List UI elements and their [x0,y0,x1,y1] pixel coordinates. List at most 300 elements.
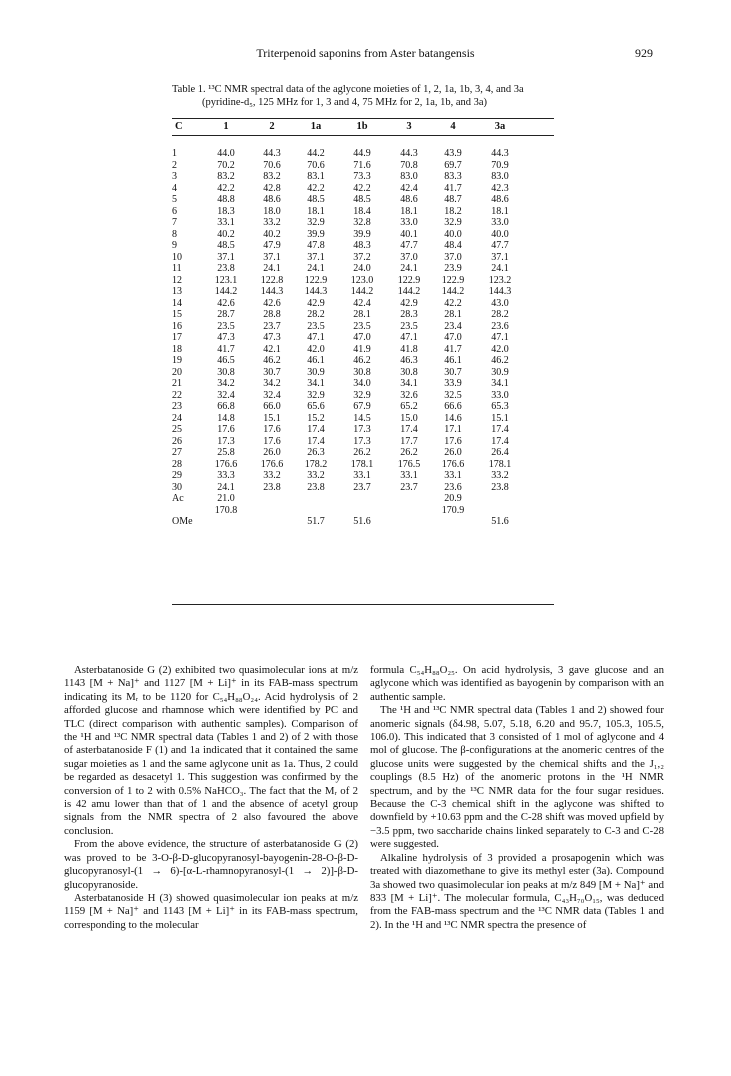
shift-value: 66.6 [444,401,462,412]
shift-value: 47.1 [307,332,325,343]
shift-value: 40.2 [217,228,235,240]
shift-value: 144.3 [260,286,284,297]
shift-value: 24.1 [491,263,509,274]
table-row [172,459,554,471]
shift-value: 18.0 [263,205,281,217]
shift-value: 17.3 [353,424,371,435]
shift-value: 66.0 [263,401,281,412]
shift-value: 42.2 [353,182,371,194]
shift-value: 47.8 [307,240,325,251]
table-row [172,252,554,264]
table-row [172,217,554,229]
shift-value: 26.0 [263,447,281,458]
shift-value: 83.0 [400,171,418,182]
carbon-label: 16 [172,320,182,332]
shift-value: 30.7 [263,366,281,378]
shift-value: 47.3 [263,332,281,343]
shift-value: 46.5 [217,355,235,366]
column-header: 3 [406,121,412,132]
shift-value: 20.9 [444,493,462,504]
shift-value: 18.1 [491,205,509,217]
shift-value: 42.4 [400,182,418,194]
table-row [172,160,554,172]
shift-value: 46.2 [263,355,281,366]
carbon-label: 22 [172,389,182,401]
shift-value: 44.3 [263,148,281,159]
table-header-rule [172,135,554,136]
shift-value: 17.6 [217,424,235,435]
shift-value: 17.6 [263,424,281,435]
shift-value: 170.9 [441,504,465,516]
column-header: 1 [223,121,229,132]
carbon-label: 3 [172,171,177,182]
shift-value: 83.2 [263,171,281,182]
caption-line: (pyridine-d₅, 125 MHz for 1, 3 and 4, 75 MHz for 2, 1a, 1b, and 3a) [202,97,488,108]
shift-value: 48.5 [307,194,325,205]
shift-value: 48.4 [444,240,462,251]
shift-value: 70.6 [263,159,281,171]
table-row [172,148,554,160]
shift-value: 123.1 [214,274,238,286]
shift-value: 33.0 [400,217,418,228]
carbon-label: 4 [172,182,177,194]
table-row [172,390,554,402]
shift-value: 37.0 [400,251,418,263]
carbon-label: 28 [172,458,182,470]
shift-value: 70.6 [307,159,325,171]
shift-value: 176.6 [260,458,284,470]
table-row [172,275,554,287]
table-row [172,229,554,241]
shift-value: 32.9 [353,389,371,401]
shift-value: 24.1 [217,481,235,493]
shift-value: 17.6 [444,435,462,447]
table-bottom-rule [172,604,554,605]
carbon-label: 26 [172,435,182,447]
shift-value: 70.8 [400,159,418,171]
shift-value: 21.0 [217,493,235,504]
shift-value: 14.6 [444,412,462,424]
shift-value: 17.4 [307,424,325,435]
shift-value: 67.9 [353,401,371,412]
shift-value: 40.0 [444,228,462,240]
shift-value: 42.4 [353,297,371,309]
shift-value: 17.4 [491,435,509,447]
shift-value: 24.0 [353,263,371,274]
shift-value: 47.3 [217,332,235,343]
shift-value: 25.8 [217,447,235,458]
shift-value: 46.1 [307,355,325,366]
carbon-label: 20 [172,366,182,378]
shift-value: 28.7 [217,309,235,320]
table-row [172,321,554,333]
shift-value: 28.1 [444,309,462,320]
shift-value: 44.3 [400,148,418,159]
shift-value: 39.9 [307,228,325,240]
table-row [172,263,554,275]
shift-value: 15.2 [307,412,325,424]
shift-value: 23.5 [217,320,235,332]
shift-value: 26.4 [491,447,509,458]
carbon-label: 14 [172,297,182,309]
carbon-label: 13 [172,286,182,297]
shift-value: 176.6 [214,458,238,470]
shift-value: 23.5 [400,320,418,332]
shift-value: 40.0 [491,228,509,240]
carbon-label: 11 [172,263,182,274]
shift-value: 23.5 [307,320,325,332]
carbon-label: 18 [172,343,182,355]
column-header: 2 [269,121,275,132]
carbon-label: 2 [172,159,177,171]
shift-value: 33.2 [263,217,281,228]
shift-value: 23.7 [400,481,418,493]
shift-value: 70.9 [491,159,509,171]
shift-value: 24.1 [400,263,418,274]
shift-value: 30.7 [444,366,462,378]
shift-value: 122.8 [260,274,284,286]
shift-value: 44.3 [491,148,509,159]
shift-value: 17.3 [353,435,371,447]
shift-value: 26.2 [400,447,418,458]
shift-value: 178.1 [350,458,374,470]
table-row [172,344,554,356]
carbon-label: 27 [172,447,182,458]
shift-value: 41.7 [217,343,235,355]
column-header: 1a [310,121,322,132]
table-top-rule [172,118,554,119]
carbon-label: 6 [172,205,177,217]
shift-value: 65.2 [400,401,418,412]
body-paragraph: Asterbatanoside G (2) exhibited two quasimolecular ions at m/z 1143 [M + Na]⁺ and 1127 [M + Li]⁺ in its FAB-mass spectrum indicating its Mᵣ to be 1120 for C₅₄H₈₈O₂₄. Acid hydrolysis of 2 afforded glucose and rhamnose which were identified by PC and TLC (direct comparison with authentic samples). Comparison of the ¹H and ¹³C NMR spectral data (Tables 1 and 2) of 2 with those of asterbatanoside F (1) and 1a indicated that it contained the same sugar moieties as 1 and the same aglycone unit as 1a. Thus, 2 could be regarded as desacetyl 1. This suggestion was confirmed by the conversion of 1 to 2 with 0.5% NaHCO₃. The fact that the Mᵣ of 2 is 42 amu lower than that of 1 and the absence of acetyl group signals from the NMR spectra of 2 also favoured the above conclusion. [64,664,358,837]
shift-value: 33.2 [491,470,509,481]
shift-value: 33.1 [353,470,371,481]
shift-value: 42.2 [307,182,325,194]
shift-value: 34.1 [491,378,509,389]
running-title: Triterpenoid saponins from Aster batangensis [256,46,475,60]
shift-value: 32.9 [307,217,325,228]
column-header: C [175,121,183,132]
shift-value: 44.0 [217,148,235,159]
shift-value: 18.2 [444,205,462,217]
shift-value: 47.0 [444,332,462,343]
shift-value: 33.0 [491,389,509,401]
shift-value: 34.1 [307,378,325,389]
carbon-label: 30 [172,481,182,493]
shift-value: 70.2 [217,159,235,171]
shift-value: 48.6 [263,194,281,205]
body-column-right [370,664,664,932]
table-row [172,436,554,448]
shift-value: 40.1 [400,228,418,240]
shift-value: 14.5 [353,412,371,424]
shift-value: 47.1 [400,332,418,343]
shift-value: 33.2 [307,470,325,481]
shift-value: 42.9 [307,297,325,309]
shift-value: 34.1 [400,378,418,389]
shift-value: 17.4 [307,435,325,447]
shift-value: 43.0 [491,297,509,309]
table-row [172,424,554,436]
shift-value: 23.9 [444,263,462,274]
shift-value: 42.6 [263,297,281,309]
shift-value: 23.7 [263,320,281,332]
shift-value: 23.8 [217,263,235,274]
table-row [172,355,554,367]
shift-value: 18.1 [307,205,325,217]
carbon-label: 21 [172,378,182,389]
table-row [172,493,554,505]
carbon-label: 25 [172,424,182,435]
table-row [172,206,554,218]
shift-value: 41.9 [353,343,371,355]
shift-value: 33.3 [217,470,235,481]
shift-value: 44.9 [353,148,371,159]
table-caption [172,83,592,109]
running-head [0,46,731,62]
table-row [172,482,554,494]
shift-value: 28.2 [491,309,509,320]
shift-value: 46.3 [400,355,418,366]
shift-value: 122.9 [304,274,328,286]
shift-value: 170.8 [214,504,238,516]
shift-value: 41.7 [444,182,462,194]
shift-value: 71.6 [353,159,371,171]
shift-value: 24.1 [263,263,281,274]
shift-value: 123.0 [350,274,374,286]
shift-value: 17.1 [444,424,462,435]
carbon-label: 15 [172,309,182,320]
table-row [172,401,554,413]
shift-value: 46.2 [491,355,509,366]
shift-value: 28.3 [400,309,418,320]
table-row [172,516,554,528]
carbon-label: 9 [172,240,177,251]
shift-value: 28.1 [353,309,371,320]
shift-value: 48.5 [217,240,235,251]
shift-value: 144.2 [441,286,465,297]
shift-value: 73.3 [353,171,371,182]
shift-value: 42.2 [444,297,462,309]
shift-value: 178.2 [304,458,328,470]
shift-value: 51.6 [491,516,509,527]
shift-value: 66.8 [217,401,235,412]
shift-value: 28.2 [307,309,325,320]
shift-value: 23.5 [353,320,371,332]
shift-value: 48.7 [444,194,462,205]
shift-value: 18.1 [400,205,418,217]
shift-value: 42.0 [307,343,325,355]
shift-value: 32.9 [444,217,462,228]
shift-value: 144.3 [488,286,512,297]
body-paragraph: formula C₅₄H₈₈O₂₅. On acid hydrolysis, 3 gave glucose and an aglycone which was identified as bayogenin by comparison with an authentic sample. [370,664,664,703]
table-row [172,332,554,344]
shift-value: 37.1 [307,251,325,263]
shift-value: 123.2 [488,274,512,286]
shift-value: 144.3 [304,286,328,297]
shift-value: 33.9 [444,378,462,389]
shift-value: 39.9 [353,228,371,240]
carbon-label: 29 [172,470,182,481]
shift-value: 83.1 [307,171,325,182]
body-paragraph: From the above evidence, the structure of asterbatanoside G (2) was proved to be 3-O-β-D-glucopyranosyl-bayogenin-28-O-β-D-glucopyranosyl-(1 → 6)-[α-L-rhamnopyranosyl-(1 → 2)]-β-D-glucopyranoside. [64,838,358,891]
shift-value: 83.2 [217,171,235,182]
carbon-label: 24 [172,412,182,424]
page-number: 929 [635,46,653,60]
shift-value: 144.2 [397,286,421,297]
shift-value: 30.9 [307,366,325,378]
shift-value: 51.6 [353,516,371,527]
table-row [172,286,554,298]
shift-value: 176.6 [441,458,465,470]
shift-value: 42.3 [491,182,509,194]
shift-value: 17.4 [491,424,509,435]
table-row [172,298,554,310]
carbon-label: Ac [172,493,184,504]
shift-value: 42.2 [217,182,235,194]
carbon-label: 5 [172,194,177,205]
shift-value: 30.8 [400,366,418,378]
shift-value: 41.7 [444,343,462,355]
shift-value: 42.9 [400,297,418,309]
shift-value: 17.4 [400,424,418,435]
column-header: 3a [494,121,506,132]
shift-value: 32.9 [307,389,325,401]
shift-value: 122.9 [441,274,465,286]
table-row [172,171,554,183]
shift-value: 34.2 [263,378,281,389]
shift-value: 47.7 [491,240,509,251]
shift-value: 34.2 [217,378,235,389]
shift-value: 42.8 [263,182,281,194]
shift-value: 18.3 [217,205,235,217]
shift-value: 17.6 [263,435,281,447]
shift-value: 44.2 [307,148,325,159]
shift-value: 32.4 [263,389,281,401]
shift-value: 30.8 [353,366,371,378]
shift-value: 32.4 [217,389,235,401]
shift-value: 32.6 [400,389,418,401]
shift-value: 15.1 [491,412,509,424]
shift-value: 23.8 [491,481,509,493]
shift-value: 33.2 [263,470,281,481]
table-row [172,240,554,252]
shift-value: 48.8 [217,194,235,205]
shift-value: 17.7 [400,435,418,447]
shift-value: 43.9 [444,148,462,159]
shift-value: 51.7 [307,516,325,527]
shift-value: 26.3 [307,447,325,458]
shift-value: 24.1 [307,263,325,274]
column-header: 4 [450,121,456,132]
shift-value: 48.6 [491,194,509,205]
shift-value: 65.6 [307,401,325,412]
shift-value: 48.3 [353,240,371,251]
shift-value: 176.5 [397,458,421,470]
carbon-label: 8 [172,228,177,240]
table-row [172,505,554,517]
carbon-label: OMe [172,516,193,527]
body-paragraph: Alkaline hydrolysis of 3 provided a prosapogenin which was treated with diazomethane to give its methyl ester (3a). Compound 3a showed two quasimolecular ion peaks at m/z 849 [M + Na]⁺ and 833 [M + Li]⁺. The molecular formula, C₄₃H₇₀O₁₅, was deduced from the FAB-mass spectrum and the ¹³C NMR data (Tables 1 and 2). In the ¹H and ¹³C NMR spectra the presence of [370,851,664,931]
shift-value: 23.6 [491,320,509,332]
shift-value: 46.1 [444,355,462,366]
shift-value: 18.4 [353,205,371,217]
shift-value: 47.1 [491,332,509,343]
table-row [172,194,554,206]
shift-value: 69.7 [444,159,462,171]
carbon-label: 19 [172,355,182,366]
shift-value: 33.1 [444,470,462,481]
table-row [172,470,554,482]
shift-value: 33.1 [400,470,418,481]
shift-value: 17.3 [217,435,235,447]
shift-value: 48.5 [353,194,371,205]
shift-value: 30.8 [217,366,235,378]
shift-value: 30.9 [491,366,509,378]
column-header: 1b [356,121,368,132]
shift-value: 144.2 [350,286,374,297]
shift-value: 42.0 [491,343,509,355]
table-body [172,148,554,528]
shift-value: 26.0 [444,447,462,458]
shift-value: 178.1 [488,458,512,470]
shift-value: 47.0 [353,332,371,343]
shift-value: 23.8 [307,481,325,493]
shift-value: 47.9 [263,240,281,251]
shift-value: 83.3 [444,171,462,182]
carbon-label: 17 [172,332,182,343]
carbon-label: 7 [172,217,177,228]
shift-value: 65.3 [491,401,509,412]
shift-value: 23.8 [263,481,281,493]
shift-value: 48.6 [400,194,418,205]
shift-value: 32.5 [444,389,462,401]
body-paragraph: Asterbatanoside H (3) showed quasimolecular ion peaks at m/z 1159 [M + Na]⁺ and 1143 [M + Li]⁺ in its FAB-mass spectrum, corresponding to the molecular [64,891,358,931]
table-row [172,309,554,321]
shift-value: 34.0 [353,378,371,389]
shift-value: 37.1 [491,251,509,263]
carbon-label: 12 [172,274,182,286]
shift-value: 144.2 [214,286,238,297]
shift-value: 83.0 [491,171,509,182]
carbon-label: 1 [172,148,177,159]
shift-value: 41.8 [400,343,418,355]
shift-value: 47.7 [400,240,418,251]
table-row [172,378,554,390]
shift-value: 40.2 [263,228,281,240]
shift-value: 42.6 [217,297,235,309]
table-row [172,413,554,425]
shift-value: 32.8 [353,217,371,228]
shift-value: 23.4 [444,320,462,332]
table-row [172,183,554,195]
shift-value: 15.1 [263,412,281,424]
caption-line: Table 1. ¹³C NMR spectral data of the aglycone moieties of 1, 2, 1a, 1b, 3, 4, and 3a [172,84,524,95]
shift-value: 23.7 [353,481,371,493]
shift-value: 122.9 [397,274,421,286]
shift-value: 28.8 [263,309,281,320]
shift-value: 37.2 [353,251,371,263]
shift-value: 37.0 [444,251,462,263]
shift-value: 14.8 [217,412,235,424]
body-column-left [64,664,358,932]
shift-value: 26.2 [353,447,371,458]
shift-value: 33.0 [491,217,509,228]
shift-value: 46.2 [353,355,371,366]
shift-value: 33.1 [217,217,235,228]
carbon-label: 23 [172,401,182,412]
table-row [172,367,554,379]
